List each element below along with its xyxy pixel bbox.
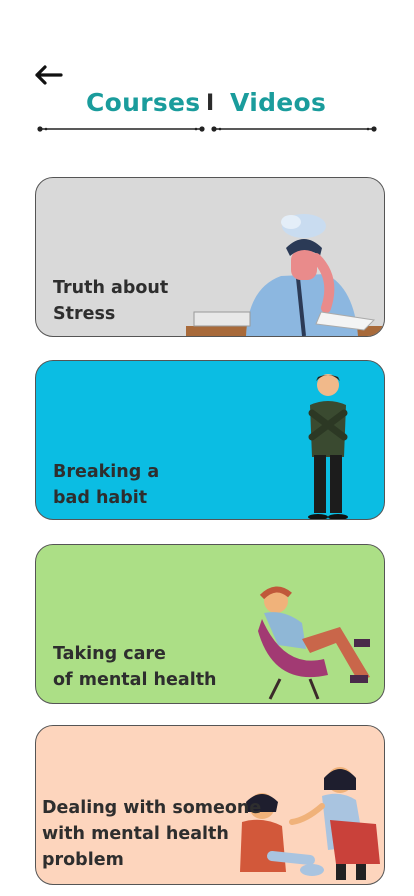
man-crossed-arms-illustration — [298, 371, 358, 520]
tab-separator: I — [206, 91, 215, 116]
tab-bar — [36, 88, 380, 136]
stressed-man-at-desk-illustration — [186, 208, 385, 337]
courses-underline — [36, 125, 206, 133]
videos-underline — [210, 125, 378, 133]
course-card-habit[interactable] — [35, 360, 385, 520]
card-title: Dealing with someone with mental health problem — [42, 798, 262, 870]
tab-videos[interactable]: Videos — [230, 88, 327, 117]
card-title: Taking care of mental health — [53, 644, 217, 690]
course-card-stress[interactable] — [35, 177, 385, 337]
arrow-left-icon — [33, 64, 63, 86]
course-card-mental-health[interactable] — [35, 544, 385, 704]
relaxed-person-in-chair-illustration — [244, 579, 384, 701]
course-card-dealing[interactable] — [35, 725, 385, 885]
card-title: Breaking a bad habit — [53, 462, 160, 508]
back-button[interactable] — [32, 62, 64, 88]
card-title: Truth about Stress — [53, 278, 169, 324]
tab-courses[interactable]: Courses — [86, 88, 201, 117]
